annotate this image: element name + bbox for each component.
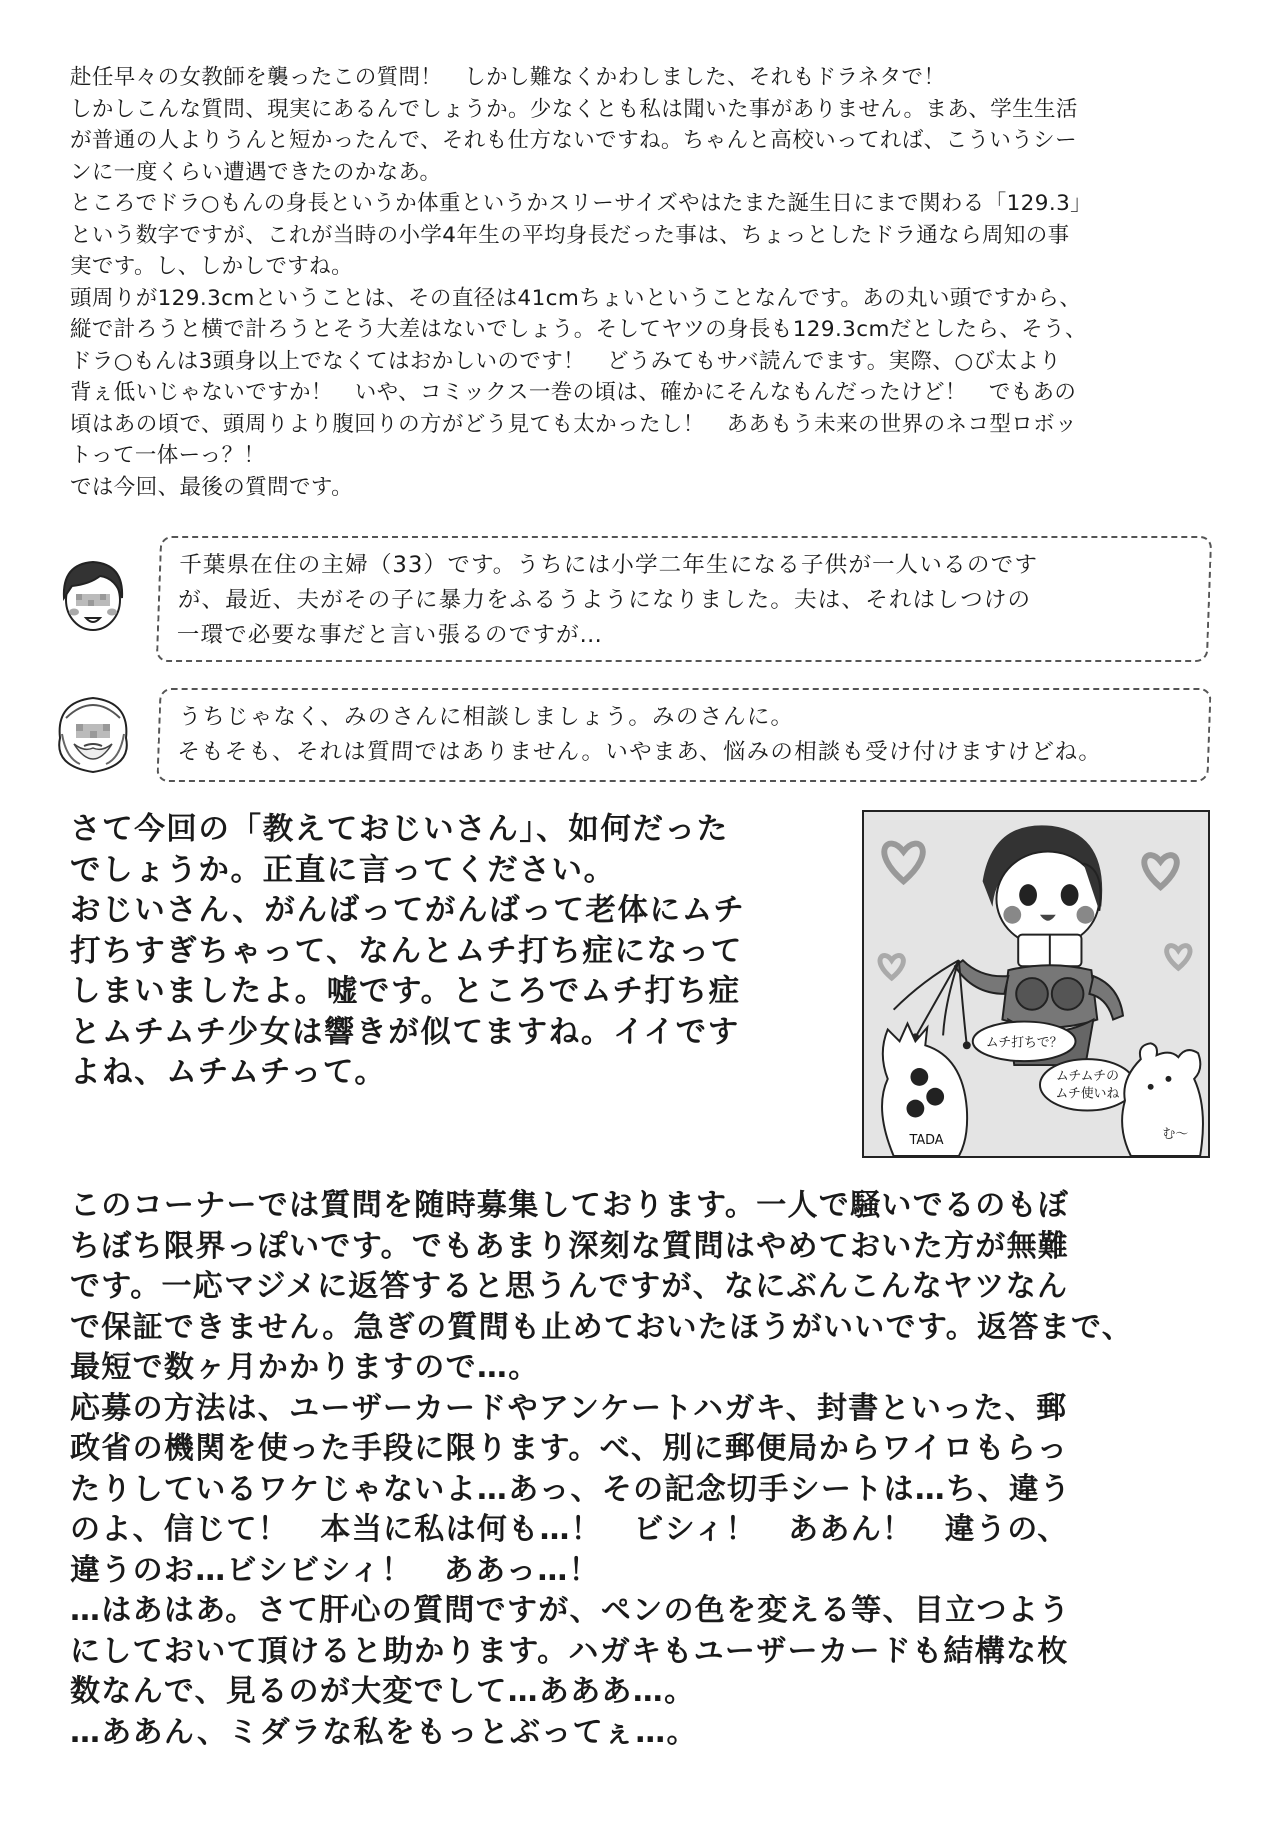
notice-line: で保証できません。急ぎの質問も止めておいたほうがいいです。返答まで、: [70, 1309, 1133, 1345]
answer-row: [50, 688, 1210, 782]
notice-line: にしておいて頂けると助かります。ハガキもユーザーカードも結構な枚: [70, 1633, 1069, 1669]
notice-line: 政省の機関を使った手段に限ります。べ、別に郵便局からワイロもらっ: [70, 1431, 1069, 1466]
housewife-avatar-icon: [50, 550, 136, 636]
closing-line: でしょうか。正直に言ってください。: [70, 852, 616, 888]
closing-line: さて今回の「教えておじいさん」、如何だった: [70, 812, 729, 847]
closing-line: とムチムチ少女は響きが似てますね。イイです: [70, 1014, 740, 1050]
notice-line: …ああん、ミダラな私をもっとぶってぇ…。: [70, 1714, 698, 1750]
sign-left-text: TADA: [909, 1133, 944, 1149]
notice-line: このコーナーでは質問を随時募集しております。一人で騒いでるのもぼ: [70, 1188, 1070, 1223]
notice-line: のよ、信じて！ 本当に私は何も…！ ビシィ！ ああん！ 違うの、: [70, 1512, 1069, 1547]
intro-line: 頭周りが129.3cmということは、その直径は41cmちょいということなんです。あの丸い頭ですから、: [70, 285, 1082, 311]
intro-line: では今回、最後の質問です。: [70, 474, 353, 500]
sign-right-text: む～: [1162, 1127, 1189, 1143]
intro-line: トって一体ーっ？！: [70, 443, 266, 468]
intro-text: [70, 62, 1210, 503]
whip-girl-illustration: [864, 812, 1208, 1156]
bubble-2-line-1: ムチムチの: [1055, 1068, 1119, 1084]
notice-text: [70, 1186, 1215, 1753]
intro-line: ンに一度くらい遭遇できたのかなあ。: [70, 159, 442, 185]
closing-line: よね、ムチムチって。: [70, 1055, 387, 1090]
old-man-avatar-icon: [50, 688, 136, 774]
notice-line: 応募の方法は、ユーザーカードやアンケートハガキ、封書といった、郵: [70, 1390, 1068, 1426]
closing-line: おじいさん、がんばってがんばって老体にムチ: [70, 893, 746, 928]
notice-line: です。一応マジメに返答すると思うんですが、なにぶんこんなヤツなん: [70, 1269, 1069, 1304]
intro-line: 縦で計ろうと横で計ろうとそう大差はないでしょう。そしてヤツの身長も129.3cmだとしたら、そう、: [70, 317, 1087, 342]
notice-line: 最短で数ヶ月かかりますので…。: [70, 1350, 540, 1385]
answer-box: [156, 688, 1211, 782]
notice-line: ちぼち限界っぽいです。でもあまり深刻な質問はやめておいた方が無難: [70, 1228, 1070, 1264]
bubble-1-text: ムチ打ちで？: [985, 1035, 1063, 1051]
intro-line: 実です。し、しかしですね。: [70, 254, 353, 279]
question-line: が、最近、夫がその子に暴力をふるうようになりました。夫は、それはしつけの: [177, 587, 1032, 613]
closing-line: しまいましたよ。嘘です。ところでムチ打ち症: [70, 974, 741, 1009]
bubble-2-line-2: ムチ使いね: [1055, 1086, 1120, 1102]
intro-line: という数字ですが、これが当時の小学4年生の平均身長だった事は、ちょっとしたドラ通なら周知の事: [70, 222, 1070, 248]
answer-line: うちじゃなく、みのさんに相談しましょう。みのさんに。: [178, 704, 795, 730]
notice-line: …はあはあ。さて肝心の質問ですが、ペンの色を変える等、目立つよう: [70, 1593, 1071, 1628]
question-row: [50, 536, 1210, 662]
intro-line: が普通の人よりうんと短かったんで、それも仕方ないですね。ちゃんと高校いってれば、こういうシー: [70, 128, 1077, 153]
closing-line: 打ちすぎちゃって、なんとムチ打ち症になって: [70, 933, 743, 969]
illustration-panel: [862, 810, 1210, 1158]
notice-line: 違うのお…ビシビシィ！ ああっ…！: [70, 1552, 600, 1588]
closing-text: [70, 810, 850, 1094]
intro-line: 頃はあの頃で、頭周りより腹回りの方がどう見ても太かったし！ ああもう未来の世界のネコ型ロボッ: [70, 411, 1077, 437]
intro-line: ところでドラ○もんの身長というか体重というかスリーサイズやはたまた誕生日にまで関わる「129.3」: [70, 191, 1093, 216]
notice-line: 数なんで、見るのが大変でして…あああ…。: [70, 1674, 696, 1709]
question-line: 一環で必要な事だと言い張るのですが…: [176, 622, 604, 648]
notice-line: たりしているワケじゃないよ…あっ、その記念切手シートは…ち、違う: [70, 1471, 1072, 1507]
answer-line: そもそも、それは質問ではありません。いやまあ、悩みの相談も受け付けますけどね。: [176, 739, 1103, 765]
intro-line: しかしこんな質問、現実にあるんでしょうか。少なくとも私は聞いた事がありません。まあ、学生生活: [70, 96, 1078, 122]
intro-line: ドラ○もんは3頭身以上でなくてはおかしいのです！ どうみてもサバ読んでます。実際、○び太より: [70, 348, 1062, 374]
intro-line: 赴任早々の女教師を襲ったこの質問！ しかし難なくかわしました、それもドラネタで！: [70, 65, 946, 90]
question-box: [156, 536, 1212, 662]
question-line: 千葉県在住の主婦（33）です。うちには小学二年生になる子供が一人いるのです: [178, 552, 1039, 578]
intro-line: 背ぇ低いじゃないですか！ いや、コミックス一巻の頃は、確かにそんなもんだったけど！ でもあの: [70, 380, 1077, 405]
